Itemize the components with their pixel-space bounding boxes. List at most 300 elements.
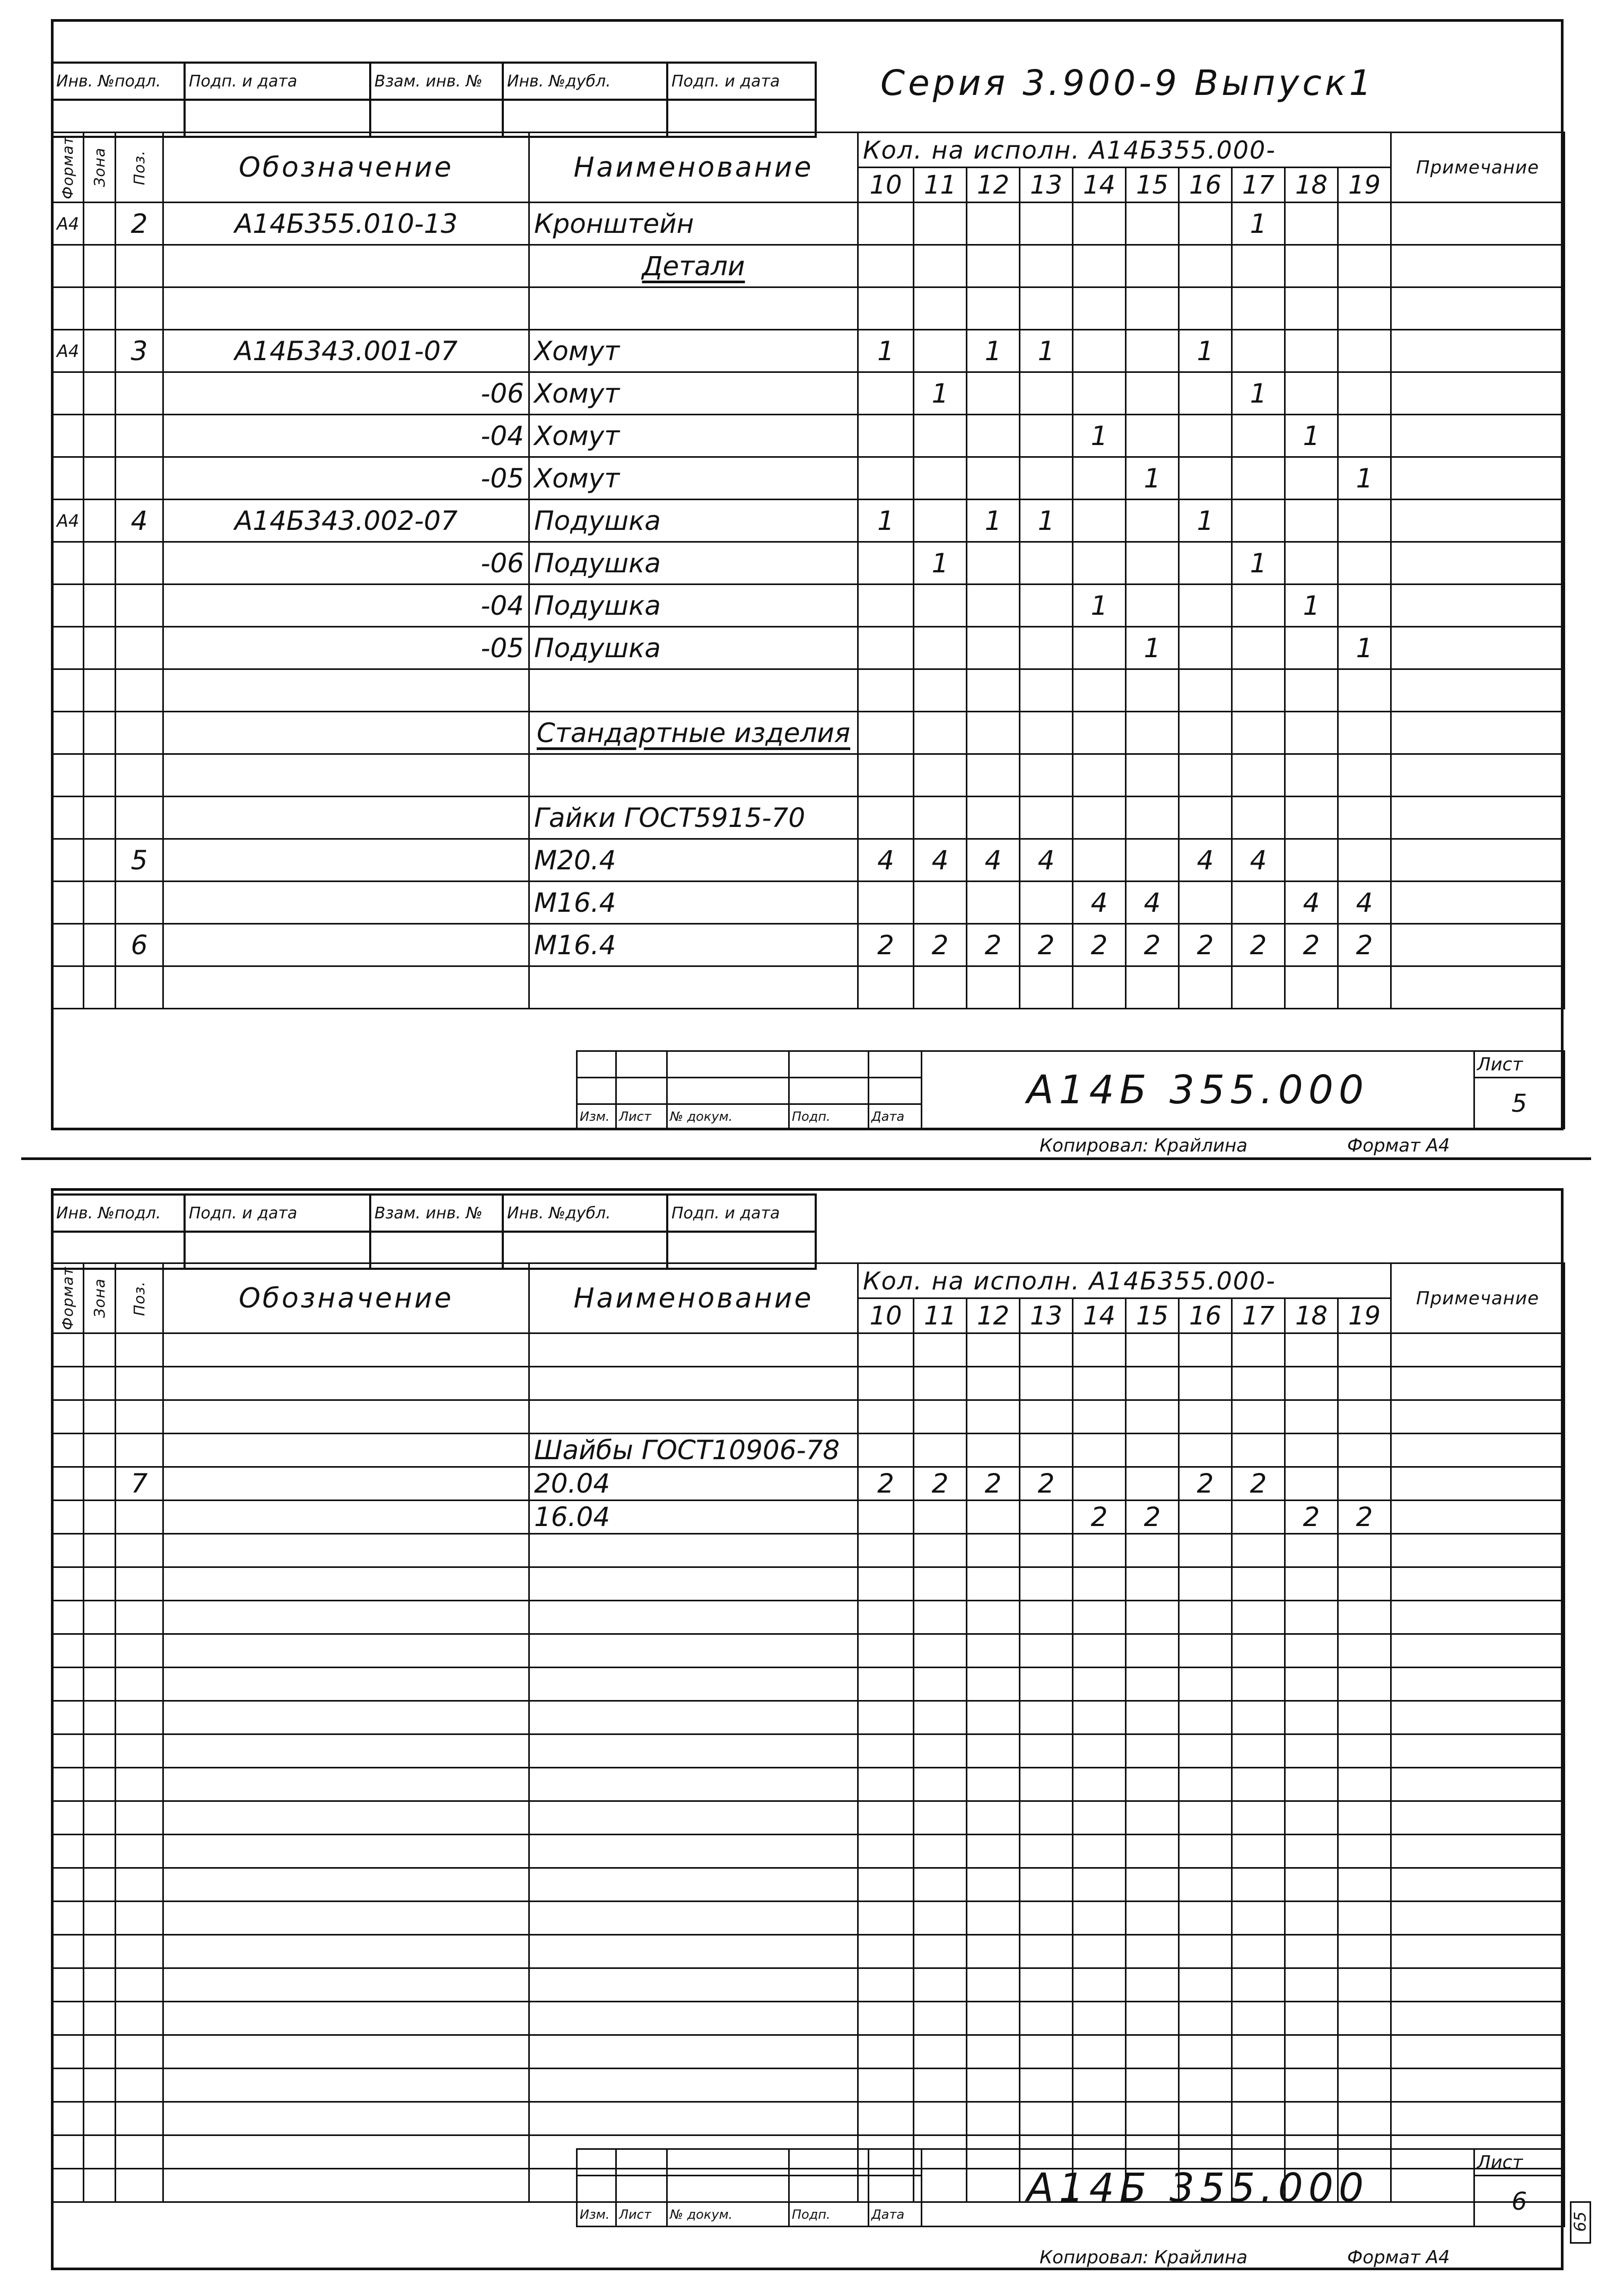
qty-cell-variant-12: 2 [967,924,1020,966]
qty-cell-variant-18 [1285,1902,1338,1935]
note-cell [1391,1634,1565,1668]
qty-cell-variant-10 [858,245,914,287]
zone-header: Зона [90,1278,108,1318]
zone-cell [84,1734,116,1768]
qty-cell-variant-15: 1 [1126,457,1179,500]
pos-cell [116,1868,163,1902]
qty-cell-variant-19 [1338,330,1391,372]
qty-cell-variant-17 [1232,1367,1285,1400]
note-cell [1391,2069,1565,2102]
note-cell [1391,287,1565,330]
variant-10-header: 10 [858,1298,914,1333]
zone-cell [84,1333,116,1367]
name-cell [529,245,858,287]
qty-cell-variant-15 [1126,1534,1179,1567]
qty-cell-variant-13 [1020,669,1073,712]
qty-cell-variant-19: 4 [1338,882,1391,924]
qty-cell-variant-15 [1126,839,1179,882]
format-cell [52,287,84,330]
variant-14-header: 14 [1073,168,1126,203]
qty-cell-variant-10 [858,1434,914,1467]
zone-cell [84,372,116,415]
designation-cell [163,1467,529,1501]
table-row [52,2002,1565,2035]
qty-cell-variant-16 [1179,1902,1232,1935]
qty-cell-variant-18 [1285,2002,1338,2035]
table-row [52,1567,1565,1601]
name-cell: М16.4 [529,924,858,966]
qty-cell-variant-15 [1126,1567,1179,1601]
designation-cell [163,1534,529,1567]
note-cell [1391,203,1565,245]
zone-cell [84,2169,116,2202]
qty-cell-variant-12 [967,457,1020,500]
designation-cell [163,2035,529,2069]
qty-cell-variant-17 [1232,1868,1285,1902]
designation-cell [163,1768,529,1801]
zone-cell [84,1868,116,1902]
zone-cell [84,1367,116,1400]
variant-16-header: 16 [1179,168,1232,203]
qty-cell-variant-12 [967,542,1020,585]
designation-cell [163,2135,529,2169]
zone-cell [84,839,116,882]
qty-cell-variant-19 [1338,2002,1391,2035]
zone-cell [84,669,116,712]
qty-cell-variant-19 [1338,1902,1391,1935]
note-cell [1391,415,1565,457]
qty-cell-variant-16: 4 [1179,839,1232,882]
name-header: Наименование [529,133,858,203]
qty-cell-variant-13: 2 [1020,1467,1073,1501]
variant-11-header: 11 [914,168,967,203]
designation-cell: -05 [163,457,529,500]
qty-cell-variant-13 [1020,585,1073,627]
qty-cell-variant-14 [1073,1567,1126,1601]
qty-cell-variant-16: 2 [1179,924,1232,966]
designation-cell [163,1501,529,1534]
designation-cell: А14Б343.002-07 [163,500,529,542]
name-cell: М20.4 [529,839,858,882]
designation-cell [163,966,529,1009]
sheet-5-doc-number: А14Б 355.000 [922,1051,1474,1129]
qty-cell-variant-10 [858,2002,914,2035]
name-cell [529,1768,858,1801]
pos-cell [116,627,163,669]
qty-cell-variant-16 [1179,712,1232,754]
format-cell [52,415,84,457]
designation-cell: А14Б343.001-07 [163,330,529,372]
qty-cell-variant-13 [1020,754,1073,797]
qty-cell-variant-18: 1 [1285,585,1338,627]
note-header: Примечание [1391,1263,1565,1333]
qty-cell-variant-19 [1338,1634,1391,1668]
designation-header: Обозначение [163,133,529,203]
zone-cell [84,1567,116,1601]
qty-cell-variant-16 [1179,203,1232,245]
qty-cell-variant-11 [914,966,967,1009]
designation-cell [163,2102,529,2135]
qty-cell-variant-19 [1338,2102,1391,2135]
designation-header: Обозначение [163,1263,529,1333]
table-row [52,457,1565,500]
name-cell [529,2002,858,2035]
table-row [52,1367,1565,1400]
format-cell [52,2035,84,2069]
qty-cell-variant-11 [914,1534,967,1567]
zone-cell [84,797,116,839]
qty-cell-variant-19 [1338,542,1391,585]
sheet-6-sheet-label: Лист [1474,2149,1565,2176]
qty-cell-variant-10 [858,1902,914,1935]
qty-cell-variant-16 [1179,2002,1232,2035]
zone-cell [84,1935,116,1968]
qty-cell-variant-17 [1232,1701,1285,1734]
table-row [52,1434,1565,1467]
table-row [52,1935,1565,1968]
qty-cell-variant-15 [1126,669,1179,712]
format-cell [52,245,84,287]
sheet-5-copied-by: Копировал: Крайлина [1040,1135,1248,1156]
qty-cell-variant-17 [1232,245,1285,287]
zone-cell [84,287,116,330]
qty-cell-variant-15 [1126,585,1179,627]
qty-cell-variant-19: 1 [1338,627,1391,669]
qty-cell-variant-11 [914,1400,967,1434]
qty-cell-variant-10 [858,754,914,797]
qty-cell-variant-11 [914,1835,967,1868]
note-cell [1391,1668,1565,1701]
qty-cell-variant-18 [1285,1701,1338,1734]
note-cell [1391,712,1565,754]
qty-cell-variant-14: 1 [1073,585,1126,627]
designation-cell [163,924,529,966]
qty-cell-variant-11 [914,1567,967,1601]
qty-cell-variant-15: 1 [1126,627,1179,669]
qty-cell-variant-10 [858,1634,914,1668]
designation-cell [163,1400,529,1434]
qty-cell-variant-16 [1179,585,1232,627]
pos-cell [116,1835,163,1868]
qty-cell-variant-10 [858,1868,914,1902]
stamp-replace-inv-label: Взам. инв. № [370,63,503,100]
qty-cell-variant-12 [967,797,1020,839]
qty-cell-variant-17 [1232,754,1285,797]
note-cell [1391,1734,1565,1768]
qty-cell-variant-16 [1179,1601,1232,1634]
pos-cell [116,1668,163,1701]
table-row [52,330,1565,372]
stamp-dup-inv-label: Инв. №дубл. [503,63,667,100]
qty-cell-variant-18 [1285,1734,1338,1768]
variant-12-header: 12 [967,168,1020,203]
designation-cell: -04 [163,415,529,457]
qty-cell-variant-19 [1338,1734,1391,1768]
qty-cell-variant-11 [914,457,967,500]
qty-cell-variant-15 [1126,1434,1179,1467]
qty-cell-variant-16 [1179,669,1232,712]
table-row [52,882,1565,924]
name-cell: Гайки ГОСТ5915-70 [529,797,858,839]
zone-cell [84,924,116,966]
qty-cell-variant-10 [858,1367,914,1400]
qty-cell-variant-12 [967,754,1020,797]
qty-cell-variant-11 [914,585,967,627]
qty-cell-variant-11 [914,1367,967,1400]
qty-cell-variant-13 [1020,203,1073,245]
qty-cell-variant-13 [1020,966,1073,1009]
qty-cell-variant-18 [1285,712,1338,754]
variant-14-header: 14 [1073,1298,1126,1333]
table-row [52,2102,1565,2135]
qty-cell-variant-18 [1285,1801,1338,1835]
qty-cell-variant-16 [1179,1668,1232,1701]
qty-cell-variant-16 [1179,797,1232,839]
designation-cell [163,1734,529,1768]
qty-cell-variant-10 [858,712,914,754]
variant-19-header: 19 [1338,168,1391,203]
qty-cell-variant-18 [1285,1333,1338,1367]
qty-cell-variant-16 [1179,627,1232,669]
note-cell [1391,924,1565,966]
qty-cell-variant-11: 2 [914,1467,967,1501]
qty-cell-variant-17 [1232,415,1285,457]
variant-18-header: 18 [1285,168,1338,203]
qty-cell-variant-19 [1338,1400,1391,1434]
designation-cell [163,1567,529,1601]
format-cell [52,1968,84,2002]
qty-cell-variant-12 [967,1601,1020,1634]
qty-cell-variant-19 [1338,669,1391,712]
qty-cell-variant-13: 2 [1020,924,1073,966]
qty-cell-variant-14 [1073,1701,1126,1734]
qty-cell-variant-18 [1285,627,1338,669]
qty-cell-variant-17 [1232,1333,1285,1367]
name-cell [529,1668,858,1701]
designation-cell [163,1701,529,1734]
format-cell [52,2102,84,2135]
qty-cell-variant-11 [914,1968,967,2002]
qty-cell-variant-19 [1338,2035,1391,2069]
format-header: Формат [58,1266,76,1330]
note-cell [1391,500,1565,542]
qty-cell-variant-16 [1179,754,1232,797]
pos-cell: 6 [116,924,163,966]
table-row [52,797,1565,839]
qty-cell-variant-11 [914,2002,967,2035]
name-cell [529,1701,858,1734]
qty-cell-variant-18 [1285,1601,1338,1634]
qty-cell-variant-17 [1232,1601,1285,1634]
qty-cell-variant-17 [1232,585,1285,627]
note-cell [1391,1768,1565,1801]
sheet-5-rows [52,203,1565,1009]
designation-cell [163,712,529,754]
pos-cell [116,1902,163,1935]
qty-cell-variant-12 [967,1835,1020,1868]
designation-cell [163,1868,529,1902]
sheet-6-rows [52,1333,1565,2202]
qty-cell-variant-18: 1 [1285,415,1338,457]
format-cell [52,1668,84,1701]
qty-cell-variant-11 [914,1601,967,1634]
qty-cell-variant-19 [1338,754,1391,797]
qty-cell-variant-13 [1020,1534,1073,1567]
designation-cell [163,2002,529,2035]
qty-cell-variant-13 [1020,415,1073,457]
qty-cell-variant-12 [967,1367,1020,1400]
qty-cell-variant-14 [1073,2035,1126,2069]
qty-cell-variant-13 [1020,1835,1073,1868]
note-cell [1391,542,1565,585]
table-row [52,1634,1565,1668]
qty-cell-variant-10 [858,203,914,245]
name-cell [529,712,858,754]
zone-cell [84,2135,116,2169]
qty-cell-variant-13 [1020,1801,1073,1835]
qty-cell-variant-13 [1020,2035,1073,2069]
format-cell [52,712,84,754]
qty-cell-variant-18 [1285,457,1338,500]
pos-cell [116,1333,163,1367]
qty-cell-variant-19 [1338,1367,1391,1400]
name-cell [529,1634,858,1668]
qty-cell-variant-12 [967,2002,1020,2035]
table-row [52,1333,1565,1367]
qty-cell-variant-15 [1126,1367,1179,1400]
qty-cell-variant-17 [1232,627,1285,669]
name-cell: Хомут [529,457,858,500]
qty-cell-variant-18 [1285,1835,1338,1868]
pos-cell [116,1400,163,1434]
qty-cell-variant-15: 2 [1126,1501,1179,1534]
qty-cell-variant-16 [1179,1935,1232,1968]
pos-cell [116,1701,163,1734]
designation-cell: -04 [163,585,529,627]
zone-cell [84,2069,116,2102]
qty-cell-variant-16 [1179,1501,1232,1534]
qty-cell-variant-11 [914,415,967,457]
pos-cell [116,1367,163,1400]
qty-cell-variant-14 [1073,500,1126,542]
designation-cell [163,797,529,839]
table-row [52,839,1565,882]
qty-cell-variant-11 [914,2035,967,2069]
qty-cell-variant-14 [1073,669,1126,712]
format-cell [52,924,84,966]
qty-cell-variant-10 [858,627,914,669]
qty-cell-variant-14 [1073,1434,1126,1467]
format-cell [52,797,84,839]
pos-cell: 4 [116,500,163,542]
table-row [52,1467,1565,1501]
sheet-col-label: Лист [616,2202,667,2227]
table-row [52,2069,1565,2102]
name-cell [529,1935,858,1968]
designation-cell [163,1835,529,1868]
zone-cell [84,1434,116,1467]
qty-cell-variant-16 [1179,1367,1232,1400]
qty-cell-variant-10: 2 [858,924,914,966]
name-cell [529,754,858,797]
qty-cell-variant-12 [967,2069,1020,2102]
qty-cell-variant-16 [1179,2035,1232,2069]
table-row [52,1701,1565,1734]
name-cell [529,1868,858,1902]
pos-cell [116,2135,163,2169]
note-cell [1391,1935,1565,1968]
qty-cell-variant-18 [1285,330,1338,372]
qty-cell-variant-13 [1020,1434,1073,1467]
designation-cell [163,1801,529,1835]
qty-cell-variant-12 [967,1902,1020,1935]
zone-cell [84,882,116,924]
section-heading: Стандартные изделия [536,717,851,748]
qty-cell-variant-12: 4 [967,839,1020,882]
designation-cell [163,1935,529,1968]
qty-cell-variant-19 [1338,1333,1391,1367]
variant-10-header: 10 [858,168,914,203]
qty-cell-variant-19 [1338,1768,1391,1801]
zone-cell [84,2035,116,2069]
designation-cell: -05 [163,627,529,669]
format-cell [52,1333,84,1367]
name-cell [529,669,858,712]
qty-cell-variant-13 [1020,542,1073,585]
qty-cell-variant-13 [1020,372,1073,415]
qty-cell-variant-15 [1126,245,1179,287]
table-row [52,669,1565,712]
qty-cell-variant-13 [1020,627,1073,669]
qty-cell-variant-15: 4 [1126,882,1179,924]
pos-cell [116,1801,163,1835]
qty-cell-variant-12 [967,1534,1020,1567]
zone-cell [84,966,116,1009]
qty-cell-variant-11: 2 [914,924,967,966]
pos-cell: 7 [116,1467,163,1501]
name-cell [529,2102,858,2135]
pos-cell [116,2035,163,2069]
qty-cell-variant-19 [1338,287,1391,330]
qty-cell-variant-12 [967,627,1020,669]
qty-cell-variant-15 [1126,712,1179,754]
pos-cell [116,1434,163,1467]
zone-cell [84,627,116,669]
format-cell [52,627,84,669]
zone-header: Зона [90,147,108,187]
table-row [52,2035,1565,2069]
qty-cell-variant-11 [914,1868,967,1902]
qty-cell-variant-19 [1338,1968,1391,2002]
qty-cell-variant-14 [1073,712,1126,754]
qty-cell-variant-11 [914,1935,967,1968]
qty-cell-variant-13 [1020,2002,1073,2035]
qty-cell-variant-17 [1232,1835,1285,1868]
qty-cell-variant-18 [1285,542,1338,585]
qty-cell-variant-10 [858,287,914,330]
qty-cell-variant-11 [914,1501,967,1534]
qty-cell-variant-18 [1285,1935,1338,1968]
qty-cell-variant-15 [1126,1968,1179,2002]
format-cell [52,1467,84,1501]
note-cell [1391,1601,1565,1634]
qty-cell-variant-13 [1020,797,1073,839]
qty-cell-variant-15 [1126,1467,1179,1501]
qty-cell-variant-14 [1073,1400,1126,1434]
designation-cell [163,1333,529,1367]
zone-cell [84,500,116,542]
format-cell [52,1835,84,1868]
